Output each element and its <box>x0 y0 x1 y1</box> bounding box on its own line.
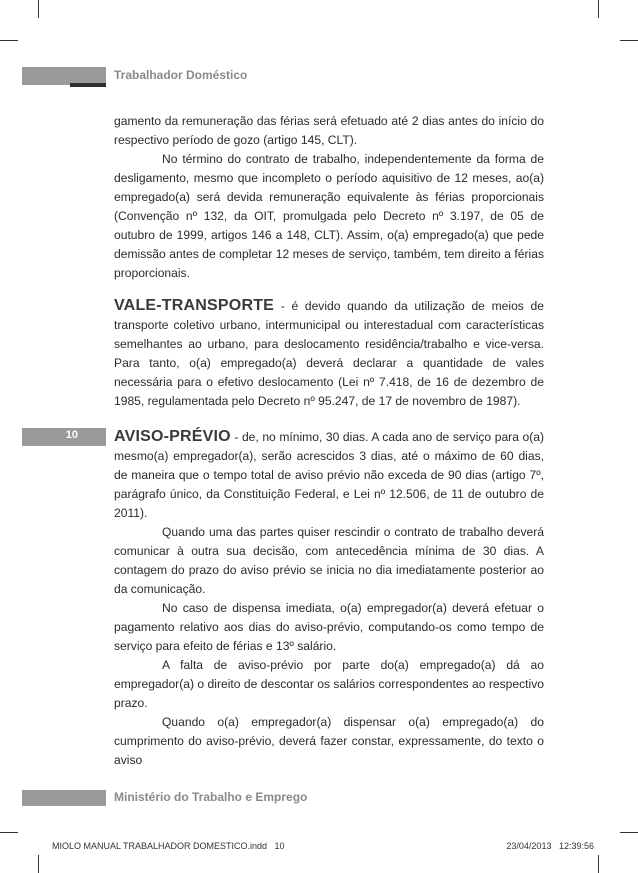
paragraph-aviso-previo <box>114 427 544 523</box>
page-number-tab <box>22 428 106 446</box>
header-bar <box>22 67 106 85</box>
crop-mark <box>0 832 18 833</box>
crop-mark <box>598 855 599 873</box>
paragraph: Quando o(a) empregador(a) dispensar o(a) empregado(a) do cumprimento do aviso-prévio, deverá fazer constar, expressamente, do texto o aviso <box>114 715 544 767</box>
footer-bar <box>22 790 106 806</box>
crop-mark <box>620 40 638 41</box>
header-title: Trabalhador Doméstico <box>114 68 248 82</box>
crop-mark <box>598 0 599 18</box>
page-number: 10 <box>65 429 78 441</box>
paragraph-text: - de, no mínimo, 30 dias. A cada ano de serviço para o(a) mesmo(a) empregador(a), serão acrescidos 3 dias, até o máximo de 60 dias, de maneira que o tempo total de aviso prévio não exceda de 90 dias (artigo 7º, parágrafo único, da Constituição Federal, e Lei nº 12.506, de 11 de outubro de 2011). <box>114 430 544 520</box>
crop-mark <box>38 0 39 18</box>
slug-filename: MIOLO MANUAL TRABALHADOR DOMESTICO.indd 10 <box>52 841 285 851</box>
paragraph: Quando uma das partes quiser rescindir o contrato de trabalho deverá comunicar à outra sua decisão, com antecedência mínima de 30 dias. A contagem do prazo do aviso prévio se inicia no dia imediatamente posterior ao da comunicação. <box>114 525 544 596</box>
paragraph: A falta de aviso-prévio por parte do(a) empregado(a) dá ao empregador(a) o direito de descontar os salários correspondentes ao respectivo prazo. <box>114 658 544 710</box>
body-text <box>114 112 544 770</box>
crop-mark <box>38 855 39 873</box>
slug-datetime: 23/04/2013 12:39:56 <box>506 841 594 851</box>
footer-title: Ministério do Trabalho e Emprego <box>114 790 308 804</box>
paragraph-text: - é devido quando da utilização de meios de transporte coletivo urbano, intermunicipal ou interestadual com características semelhantes ao urbano, para deslocamento residência/trabalho e vice-versa. Para tanto, o(a) empregado(a) deverá declarar a quantidade de vales necessária para o efetivo deslocamento (Lei nº 7.418, de 16 de dezembro de 1985, regulamentada pelo Decreto nº 95.247, de 17 de novembro de 1987). <box>114 299 544 408</box>
crop-mark <box>620 832 638 833</box>
term-aviso-previo: AVISO-PRÉVIO <box>114 428 231 445</box>
paragraph-vale-transporte <box>114 296 544 411</box>
paragraph: No caso de dispensa imediata, o(a) empregador(a) deverá efetuar o pagamento relativo aos dias do aviso-prévio, computando-os como tempo de serviço para efeito de férias e 13º salário. <box>114 601 544 653</box>
term-vale-transporte: VALE-TRANSPORTE <box>114 297 275 314</box>
crop-mark <box>0 40 18 41</box>
paragraph: gamento da remuneração das férias será efetuado até 2 dias antes do início do respectivo período de gozo (artigo 145, CLT). <box>114 114 544 147</box>
paragraph: No término do contrato de trabalho, independentemente da forma de desligamento, mesmo que incompleto o período aquisitivo de 12 meses, ao(a) empregado(a) será devida remuneração equivalente às férias proporcionais (Convenção nº 132, da OIT, promulgada pelo Decreto nº 3.197, de 05 de outubro de 1999, artigos 146 a 148, CLT). Assim, o(a) empregado(a) que pede demissão antes de completar 12 meses de serviço, também, tem direito a férias proporcionais. <box>114 152 544 280</box>
